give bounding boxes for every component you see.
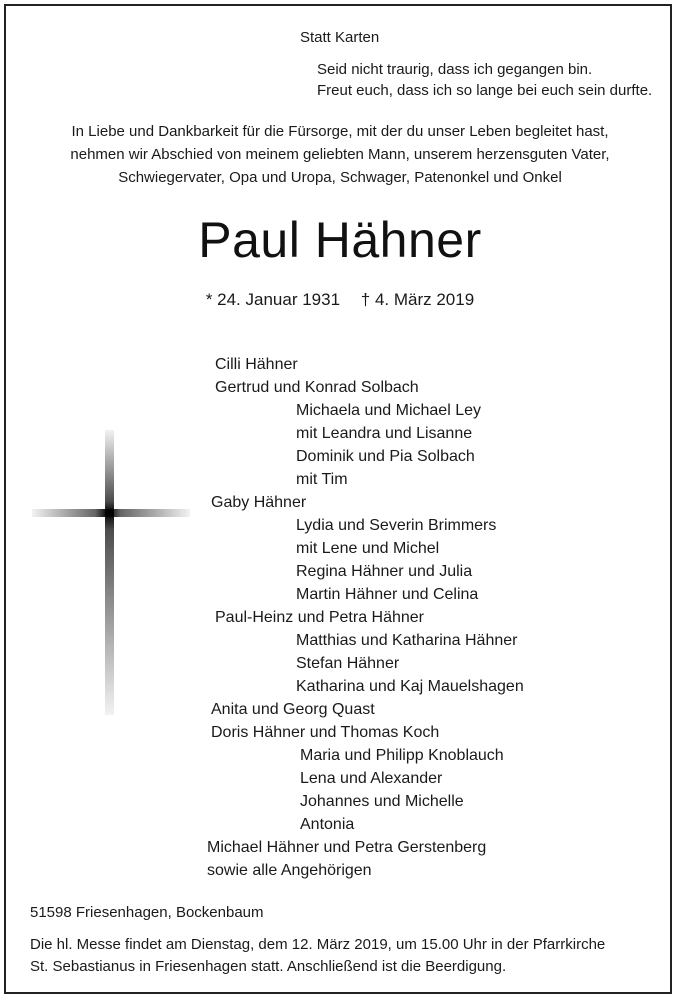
address: 51598 Friesenhagen, Bockenbaum [30, 904, 264, 921]
death-date: † 4. März 2019 [360, 290, 475, 309]
mourner-line: Dominik und Pia Solbach [296, 448, 475, 465]
intro-line-1: In Liebe und Dankbarkeit für die Fürsorge, mit der du unser Leben begleitet hast, [71, 123, 609, 140]
service-line-1: Die hl. Messe findet am Dienstag, dem 12. März 2019, um 15.00 Uhr in der Pfarrkirche [30, 936, 606, 953]
intro-line-3: Schwiegervater, Opa und Uropa, Schwager, Patenonkel und Onkel [118, 169, 562, 186]
mourner-line: Regina Hähner und Julia [296, 563, 473, 580]
deceased-name: Paul Hähner [198, 212, 482, 268]
mourner-line: Michaela und Michael Ley [296, 402, 481, 419]
mourner-line: Cilli Hähner [215, 356, 298, 373]
mourner-line: Anita und Georg Quast [211, 701, 375, 718]
mourner-line: Antonia [300, 816, 355, 833]
statt-karten-label: Statt Karten [300, 29, 380, 46]
mourner-line: Lydia und Severin Brimmers [296, 517, 497, 534]
mourner-line: Stefan Hähner [296, 655, 400, 672]
intro-text [0, 120, 680, 189]
mourner-line: Maria und Philipp Knoblauch [300, 747, 504, 764]
mourner-line: Katharina und Kaj Mauelshagen [296, 678, 524, 695]
mourner-line: mit Leandra und Lisanne [296, 425, 473, 442]
mourner-line: Michael Hähner und Petra Gerstenberg [207, 839, 487, 856]
mourner-line: Johannes und Michelle [300, 793, 464, 810]
mourner-line: sowie alle Angehörigen [207, 862, 372, 879]
mourner-line: Doris Hähner und Thomas Koch [211, 724, 440, 741]
cross-icon [105, 430, 114, 715]
mourner-line: Gaby Hähner [211, 494, 307, 511]
life-dates [0, 288, 680, 312]
service-line-2: St. Sebastianus in Friesenhagen statt. Anschließend ist die Beerdigung. [30, 958, 507, 975]
poem-line-2: Freut euch, dass ich so lange bei euch sein durfte. [317, 82, 653, 99]
mourner-line: mit Lene und Michel [296, 540, 440, 557]
mourner-line: Paul-Heinz und Petra Hähner [215, 609, 425, 626]
mourner-line: Gertrud und Konrad Solbach [215, 379, 419, 396]
mourner-line: Lena und Alexander [300, 770, 443, 787]
mourner-line: mit Tim [296, 471, 348, 488]
birth-date: * 24. Januar 1931 [205, 290, 341, 309]
mourner-line: Martin Hähner und Celina [296, 586, 479, 603]
poem-line-1: Seid nicht traurig, dass ich gegangen bin. [317, 61, 593, 78]
mourner-line: Matthias und Katharina Hähner [296, 632, 518, 649]
intro-line-2: nehmen wir Abschied von meinem geliebten Mann, unserem herzensguten Vater, [70, 146, 610, 163]
